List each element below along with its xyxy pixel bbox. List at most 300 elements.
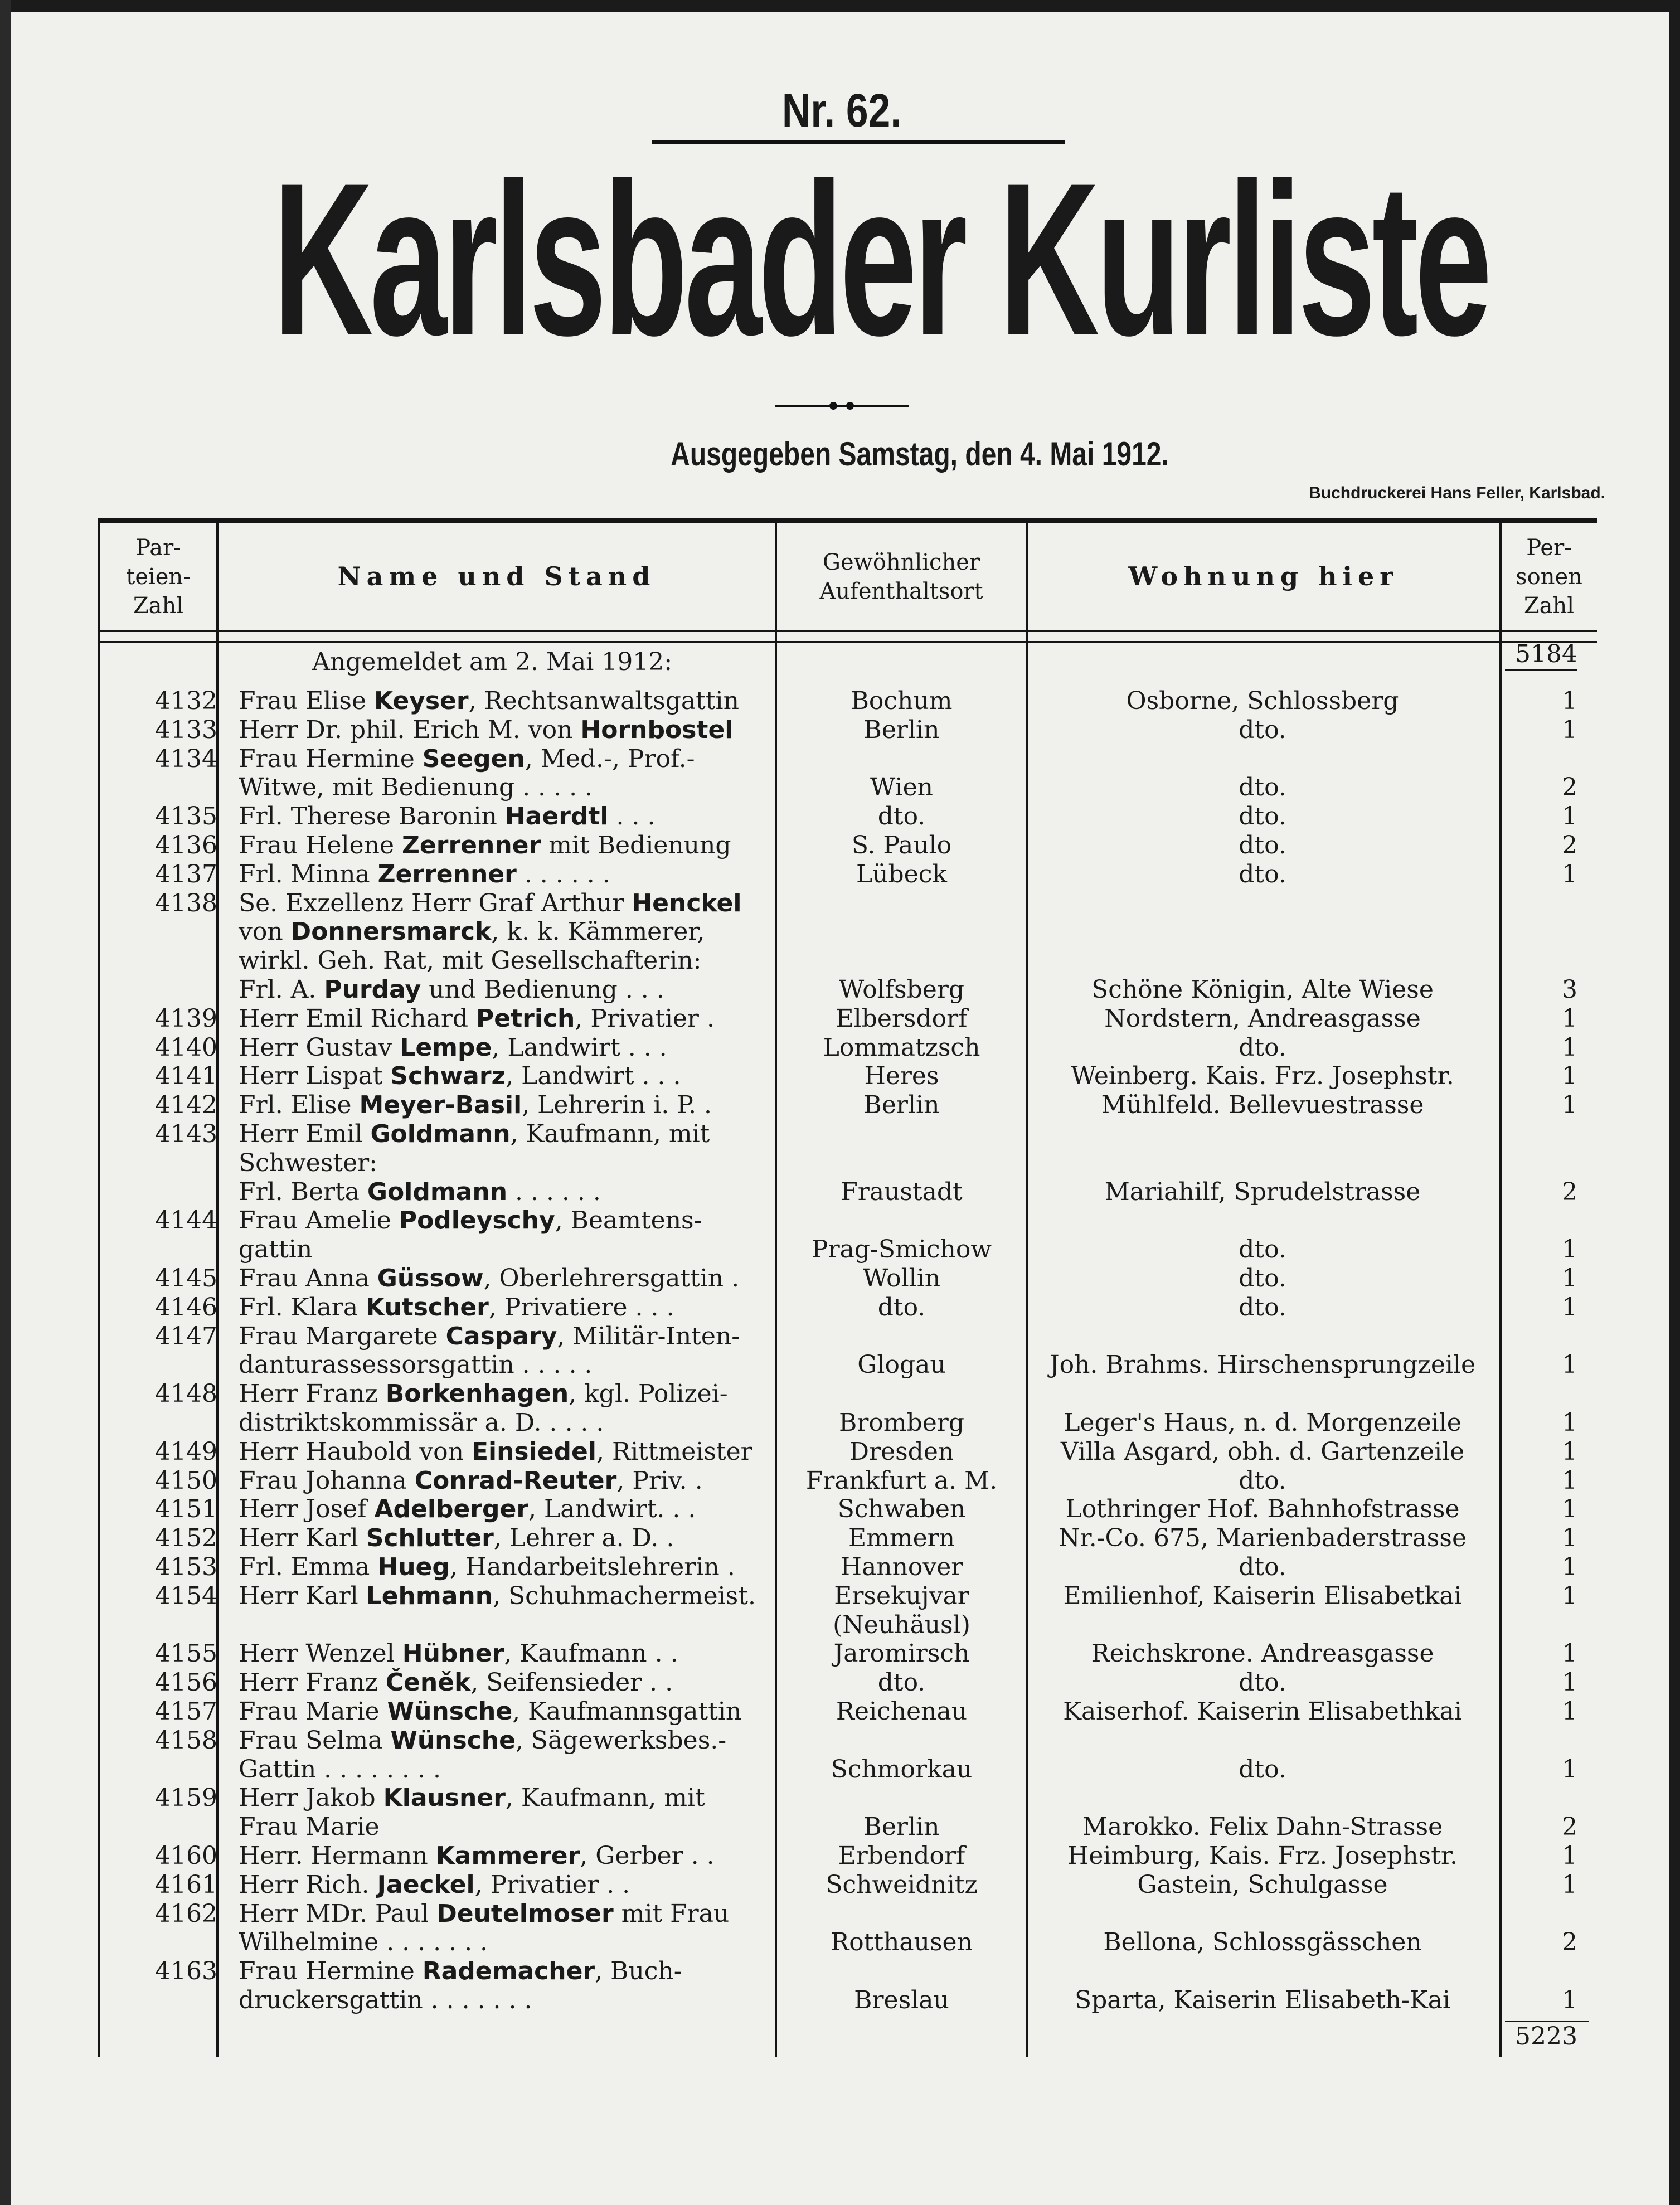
usual-residence: Rotthausen [831,1928,973,1956]
guest-name-cell [239,889,771,918]
guest-title: Herr Karl [239,1524,366,1552]
usual-residence: Berlin [863,1813,940,1841]
usual-residence: Elbersdorf [836,1004,968,1033]
guest-title: Herr Lispat [239,1062,391,1090]
party-number: 4150 [155,1466,217,1495]
local-lodging: Sparta, Kaiserin Elisabeth-Kai [1074,1986,1451,2014]
guest-title: Frl. Elise [239,1091,360,1119]
scan-edge-top [0,0,1680,12]
guest-occupation: , Oberlehrersgattin . [483,1264,740,1293]
guest-title: Se. Exzellenz Herr Graf Arthur [239,889,632,917]
guest-occupation: , Handarbeitslehrerin . [449,1553,735,1581]
guest-title: Herr Josef [239,1495,375,1523]
guest-title: Frau Johanna [239,1466,415,1495]
party-number: 4133 [155,716,217,744]
guest-name-cell [239,1466,771,1495]
guest-surname: Kammerer [435,1842,580,1870]
local-lodging: Bellona, Schlossgässchen [1103,1928,1422,1956]
persons-count: 1 [1562,1639,1577,1668]
guest-occupation: , Schuhmachermeist. [493,1582,756,1610]
guest-title: Herr Jakob [239,1784,383,1812]
persons-count: 1 [1562,1466,1577,1495]
guest-surname: Čeněk [385,1668,471,1697]
header-wohnung-hier: Wohnung hier [1128,561,1399,592]
persons-count: 1 [1562,687,1577,715]
guest-surname: Lempe [400,1033,492,1062]
guest-surname: Zerrenner [402,831,541,859]
usual-residence: Wollin [862,1264,941,1293]
header-aufenthaltsort: Gewöhnlicher Aufenthaltsort [819,550,983,604]
guest-surname: Keyser [374,687,469,715]
persons-count: 2 [1562,773,1577,802]
guest-name-cell [239,975,771,1004]
usual-residence: Lübeck [856,860,948,888]
usual-residence: Berlin [863,716,940,744]
local-lodging: Kaiserhof. Kaiserin Elisabethkai [1063,1697,1462,1726]
persons-count: 1 [1562,1986,1577,2014]
party-number: 4141 [155,1062,217,1090]
party-number: 4147 [155,1322,217,1351]
guest-surname: Goldmann [370,1120,511,1148]
guest-name-cell [239,773,771,802]
guest-occupation: , k. k. Kämmerer, [491,917,705,946]
guest-occupation: , Rechtsanwaltsgattin [468,687,739,715]
guest-title: Herr. Hermann [239,1842,436,1870]
guest-title: Herr MDr. Paul [239,1900,437,1928]
guest-name-cell [239,1871,771,1900]
party-number: 4134 [155,745,217,773]
guest-surname: Caspary [445,1322,557,1351]
guest-title: danturassessorsgattin [239,1351,514,1379]
local-lodging: dto. [1239,1264,1286,1293]
usual-residence: Schweidnitz [826,1871,978,1899]
ornament-divider [775,400,909,411]
party-number: 4154 [155,1582,217,1610]
guest-surname: Güssow [377,1264,484,1293]
guest-occupation: mit Frau [613,1900,730,1928]
guest-title: Frau Helene [239,831,402,859]
guest-occupation: und Bedienung . . . [421,975,664,1004]
party-number: 4148 [155,1380,217,1408]
usual-residence: Prag-Smichow [812,1235,992,1264]
guest-name-cell [239,1639,771,1668]
guest-name-cell [239,917,771,946]
guest-occupation: . . . . . [514,1351,593,1379]
guest-occupation: . . . [608,802,656,830]
local-lodging: dto. [1239,1293,1286,1322]
guest-title: Frau Marie [239,1813,380,1841]
party-number: 4156 [155,1668,217,1697]
printer-credit: Buchdruckerei Hans Feller, Karlsbad. [1309,484,1605,502]
guest-name-cell [239,1668,771,1697]
guest-name-cell [239,1524,771,1553]
guest-occupation: , Rittmeister [596,1437,752,1466]
local-lodging: Mariahilf, Sprudelstrasse [1104,1178,1421,1206]
usual-residence: Schwaben [837,1495,966,1523]
usual-residence: Berlin [863,1091,940,1119]
persons-count: 1 [1562,860,1577,888]
guest-title: Frl. Therese Baronin [239,802,505,830]
guest-occupation: , Lehrerin i. P. . [522,1091,712,1119]
guest-occupation: , Kaufmann . . [504,1639,678,1668]
guest-title: Frl. Minna [239,860,378,888]
guest-surname: Klausner [383,1784,506,1812]
usual-residence: Dresden [849,1437,954,1466]
persons-count: 1 [1562,1293,1577,1322]
local-lodging: dto. [1239,773,1286,802]
guest-title: gattin [239,1235,313,1264]
guest-title: wirkl. Geh. Rat, mit Gesellschafterin: [239,946,702,975]
guest-surname: Borkenhagen [385,1380,569,1408]
guest-occupation: , Privatier . [575,1004,715,1033]
persons-count: 1 [1562,1062,1577,1090]
local-lodging: Mühlfeld. Bellevuestrasse [1101,1091,1424,1119]
local-lodging: Leger's Haus, n. d. Morgenzeile [1064,1409,1461,1437]
guest-title: Frl. Klara [239,1293,366,1322]
local-lodging: Weinberg. Kais. Frz. Josephstr. [1071,1062,1454,1090]
guest-name-cell [239,946,771,975]
guest-surname: Lehmann [366,1582,493,1610]
issue-date: Ausgegeben Samstag, den 4. Mai 1912. [671,435,1169,473]
guest-surname: Meyer-Basil [359,1091,522,1119]
usual-residence: Frankfurt a. M. [805,1466,998,1495]
local-lodging: Villa Asgard, obh. d. Gartenzeile [1060,1437,1465,1466]
party-number: 4163 [155,1957,217,1985]
party-number: 4136 [155,831,217,859]
local-lodging: dto. [1239,802,1286,830]
column-rule-3 [1026,518,1028,2057]
party-number: 4151 [155,1495,217,1523]
guest-title: Herr Franz [239,1668,386,1697]
usual-residence: Emmern [848,1524,955,1552]
guest-name-cell [239,1900,771,1929]
guest-name-cell [239,1957,771,1986]
guest-occupation: , kgl. Polizei- [569,1380,728,1408]
usual-residence: Heres [864,1062,939,1090]
persons-count: 1 [1562,1437,1577,1466]
guest-surname: Deutelmoser [436,1900,614,1928]
local-lodging: dto. [1239,716,1286,744]
local-lodging: Emilienhof, Kaiserin Elisabetkai [1063,1582,1462,1610]
persons-count: 1 [1562,802,1577,830]
local-lodging: Marokko. Felix Dahn-Strasse [1082,1813,1443,1841]
local-lodging: Gastein, Schulgasse [1137,1871,1388,1899]
local-lodging: dto. [1239,1235,1286,1264]
party-number: 4145 [155,1264,217,1293]
guest-name-cell [239,1697,771,1726]
guest-name-cell [239,1928,771,1957]
guest-name-cell [239,1120,771,1149]
header-bottom-rule [98,630,1597,632]
local-lodging: dto. [1239,1755,1286,1784]
usual-residence: Fraustadt [841,1178,963,1206]
guest-name-cell [239,716,771,745]
guest-occupation: , Med.-, Prof.- [525,745,695,773]
local-lodging: Nr.-Co. 675, Marienbaderstrasse [1059,1524,1467,1552]
party-number: 4152 [155,1524,217,1552]
guest-occupation: . . . . . . . [378,1928,488,1956]
usual-residence: dto. [877,1668,926,1697]
guest-title: Witwe, mit Bedienung [239,773,515,802]
carry-over-total: 5184 [1505,640,1577,671]
persons-count: 1 [1562,1871,1577,1899]
party-number: 4162 [155,1900,217,1928]
persons-count: 1 [1562,1409,1577,1437]
guest-name-cell [239,1351,771,1380]
party-number: 4161 [155,1871,217,1899]
persons-count: 1 [1562,716,1577,744]
guest-name-cell [239,1004,771,1033]
guest-surname: Zerrenner [377,860,517,888]
persons-count: 1 [1562,1091,1577,1119]
guest-title: Frau Margarete [239,1322,446,1351]
guest-occupation: mit Bedienung [541,831,731,859]
guest-name-cell [239,745,771,774]
guest-title: Frau Marie [239,1697,387,1726]
persons-count: 2 [1562,1928,1577,1956]
usual-residence: Wolfsberg [838,975,965,1004]
guest-occupation: , Privatier . . [474,1871,630,1899]
header-name-und-stand: Name und Stand [337,561,656,592]
party-number: 4160 [155,1842,217,1870]
column-rule-2 [775,518,777,2057]
guest-surname: Wünsche [390,1726,516,1755]
guest-occupation: , Lehrer a. D. . [493,1524,674,1552]
guest-name-cell [239,1437,771,1466]
guest-surname: Podleyschy [399,1206,555,1235]
guest-title: Schwester: [239,1149,377,1177]
party-number: 4139 [155,1004,217,1033]
guest-title: Herr Franz [239,1380,386,1408]
guest-surname: Petrich [476,1004,575,1033]
guest-occupation: , Priv. . [616,1466,703,1495]
guest-occupation: , Sägewerksbes.- [515,1726,727,1755]
guest-name-cell [239,1986,771,2015]
local-lodging: Lothringer Hof. Bahnhofstrasse [1065,1495,1460,1523]
guest-title: Herr Gustav [239,1033,400,1062]
party-number: 4140 [155,1033,217,1062]
guest-occupation: , Landwirt . . . [492,1033,667,1062]
scan-edge-left [0,0,11,2205]
guest-occupation: . . . . [541,1409,604,1437]
issue-number: Nr. 62. [781,84,902,137]
persons-count: 1 [1562,1351,1577,1379]
usual-residence: Hannover [840,1553,963,1581]
column-rule-4 [1499,518,1502,2057]
party-number: 4132 [155,687,217,715]
usual-residence: Glogau [857,1351,946,1379]
persons-count: 1 [1562,1495,1577,1523]
guest-name-cell [239,1409,771,1437]
usual-residence: Lommatzsch [823,1033,980,1062]
guest-name-cell [239,1380,771,1409]
guest-occupation: . . . . . . . . [316,1755,441,1784]
guest-title: Herr Rich. [239,1871,377,1899]
guest-surname: Hübner [402,1639,504,1668]
guest-title: Frau Hermine [239,1957,423,1985]
guest-name-cell [239,802,771,831]
guest-title: Herr Dr. phil. Erich M. von [239,716,581,744]
guest-surname: Henckel [632,889,742,917]
guest-occupation: . . . . . . [507,1178,601,1206]
guest-title: Frau Amelie [239,1206,399,1235]
usual-residence: Bromberg [839,1409,964,1437]
column-rule-left [98,518,100,2057]
guest-occupation: . . . . . . [516,860,610,888]
guest-surname: Goldmann [367,1178,508,1206]
party-number: 4158 [155,1726,217,1755]
guest-title: Frau Anna [239,1264,377,1293]
guest-surname: Schlutter [366,1524,494,1552]
persons-count: 3 [1562,975,1577,1004]
guest-occupation: , Beamtens- [555,1206,702,1235]
guest-occupation: . . . . . . . [423,1986,532,2014]
persons-count: 1 [1562,1668,1577,1697]
persons-count: 2 [1562,1813,1577,1841]
party-number: 4155 [155,1639,217,1668]
guest-title: distriktskommissär a. D. [239,1409,542,1437]
local-lodging: Osborne, Schlossberg [1126,687,1399,715]
guest-title: von [239,917,291,946]
guest-title: Frau Selma [239,1726,391,1755]
guest-occupation: , Landwirt . . . [506,1062,681,1090]
persons-count: 1 [1562,1235,1577,1264]
guest-name-cell [239,1149,771,1178]
header-personen-zahl: Per- sonen Zahl [1516,535,1582,619]
persons-count: 1 [1562,1033,1577,1062]
guest-title: druckersgattin [239,1986,423,2014]
party-number: 4138 [155,889,217,917]
guest-surname: Seegen [422,745,525,773]
local-lodging: dto. [1239,860,1286,888]
local-lodging: dto. [1239,1553,1286,1581]
local-lodging: Schöne Königin, Alte Wiese [1091,975,1434,1004]
persons-count: 1 [1562,1004,1577,1033]
usual-residence: Schmorkau [831,1755,973,1784]
local-lodging: Reichskrone. Andreasgasse [1091,1639,1434,1668]
guest-name-cell [239,1206,771,1235]
persons-count: 1 [1562,1553,1577,1581]
usual-residence: S. Paulo [851,831,952,859]
guest-name-cell [239,831,771,860]
guest-surname: Adelberger [374,1495,529,1523]
guest-title: Herr Emil [239,1120,371,1148]
local-lodging: Nordstern, Andreasgasse [1104,1004,1421,1033]
party-number: 4149 [155,1437,217,1466]
persons-count: 2 [1562,1178,1577,1206]
guest-surname: Einsiedel [471,1437,596,1466]
guest-surname: Jaeckel [377,1871,475,1899]
local-lodging: dto. [1239,831,1286,859]
guest-name-cell [239,1062,771,1091]
guest-surname: Schwarz [390,1062,506,1090]
party-number: 4143 [155,1120,217,1148]
header-double-rule [98,641,1597,643]
persons-count: 1 [1562,1582,1577,1610]
guest-occupation: , Kaufmannsgattin [512,1697,742,1726]
party-number: 4144 [155,1206,217,1235]
guest-name-cell [239,1842,771,1871]
local-lodging: Heimburg, Kais. Frz. Josephstr. [1067,1842,1458,1870]
guest-occupation: , Privatiere . . . [488,1293,674,1322]
persons-count: 1 [1562,1697,1577,1726]
masthead-title: Karlsbader Kurliste [273,138,1489,381]
guest-surname: Hueg [377,1553,450,1581]
usual-residence: Bochum [851,687,953,715]
guest-surname: Haerdtl [504,802,609,830]
persons-count: 1 [1562,1524,1577,1552]
guest-occupation: , Gerber . . [580,1842,715,1870]
persons-count: 1 [1562,1755,1577,1784]
guest-name-cell [239,1582,771,1611]
registered-date-heading: Angemeldet am 2. Mai 1912: [312,648,673,676]
guest-title: Frl. Emma [239,1553,378,1581]
guest-name-cell [239,1755,771,1784]
local-lodging: dto. [1239,1466,1286,1495]
party-number: 4137 [155,860,217,888]
guest-name-cell [239,1726,771,1755]
grand-total: 5223 [1515,2022,1577,2051]
guest-name-cell [239,687,771,716]
persons-count: 1 [1562,1264,1577,1293]
guest-occupation: , Militär-Inten- [557,1322,740,1351]
guest-surname: Rademacher [422,1957,595,1985]
guest-occupation: , Buch- [595,1957,682,1985]
usual-residence: Erbendorf [838,1842,965,1870]
guest-name-cell [239,1264,771,1293]
table-top-rule [98,518,1597,523]
guest-name-cell [239,1495,771,1524]
guest-title: Frau Elise [239,687,374,715]
guest-name-cell [239,1235,771,1264]
guest-name-cell [239,1784,771,1813]
guest-name-cell [239,1553,771,1582]
party-number: 4142 [155,1091,217,1119]
local-lodging: Joh. Brahms. Hirschensprungzeile [1049,1351,1476,1379]
guest-occupation: , Seifensieder . . [470,1668,673,1697]
guest-name-cell [239,1091,771,1120]
guest-name-cell [239,1178,771,1207]
local-lodging: dto. [1239,1033,1286,1062]
party-number: 4159 [155,1784,217,1812]
guest-title: Wilhelmine [239,1928,379,1956]
party-number: 4157 [155,1697,217,1726]
guest-name-cell [239,1813,771,1842]
usual-residence: dto. [877,1293,926,1322]
guest-title: Gattin [239,1755,317,1784]
scan-edge-right [1669,0,1680,2205]
guest-occupation: , Kaufmann, mit [510,1120,710,1148]
usual-residence: Reichenau [836,1697,968,1726]
guest-surname: Hornbostel [580,716,734,744]
guest-surname: Wünsche [387,1697,513,1726]
guest-occupation: , Landwirt. . . [528,1495,696,1523]
guest-title: Frl. Berta [239,1178,367,1206]
guest-name-cell [239,860,771,889]
guest-surname: Donnersmarck [290,917,492,946]
guest-surname: Purday [324,975,421,1004]
party-number: 4146 [155,1293,217,1322]
usual-residence: Wien [870,773,933,802]
guest-title: Herr Haubold von [239,1437,472,1466]
party-number: 4153 [155,1553,217,1581]
guest-title: Frl. A. [239,975,324,1004]
usual-residence: Jaromirsch [833,1639,970,1668]
usual-residence: dto. [877,802,926,830]
guest-name-cell [239,1033,771,1062]
guest-title: Frau Hermine [239,745,423,773]
usual-residence: Ersekujvar [834,1582,969,1610]
